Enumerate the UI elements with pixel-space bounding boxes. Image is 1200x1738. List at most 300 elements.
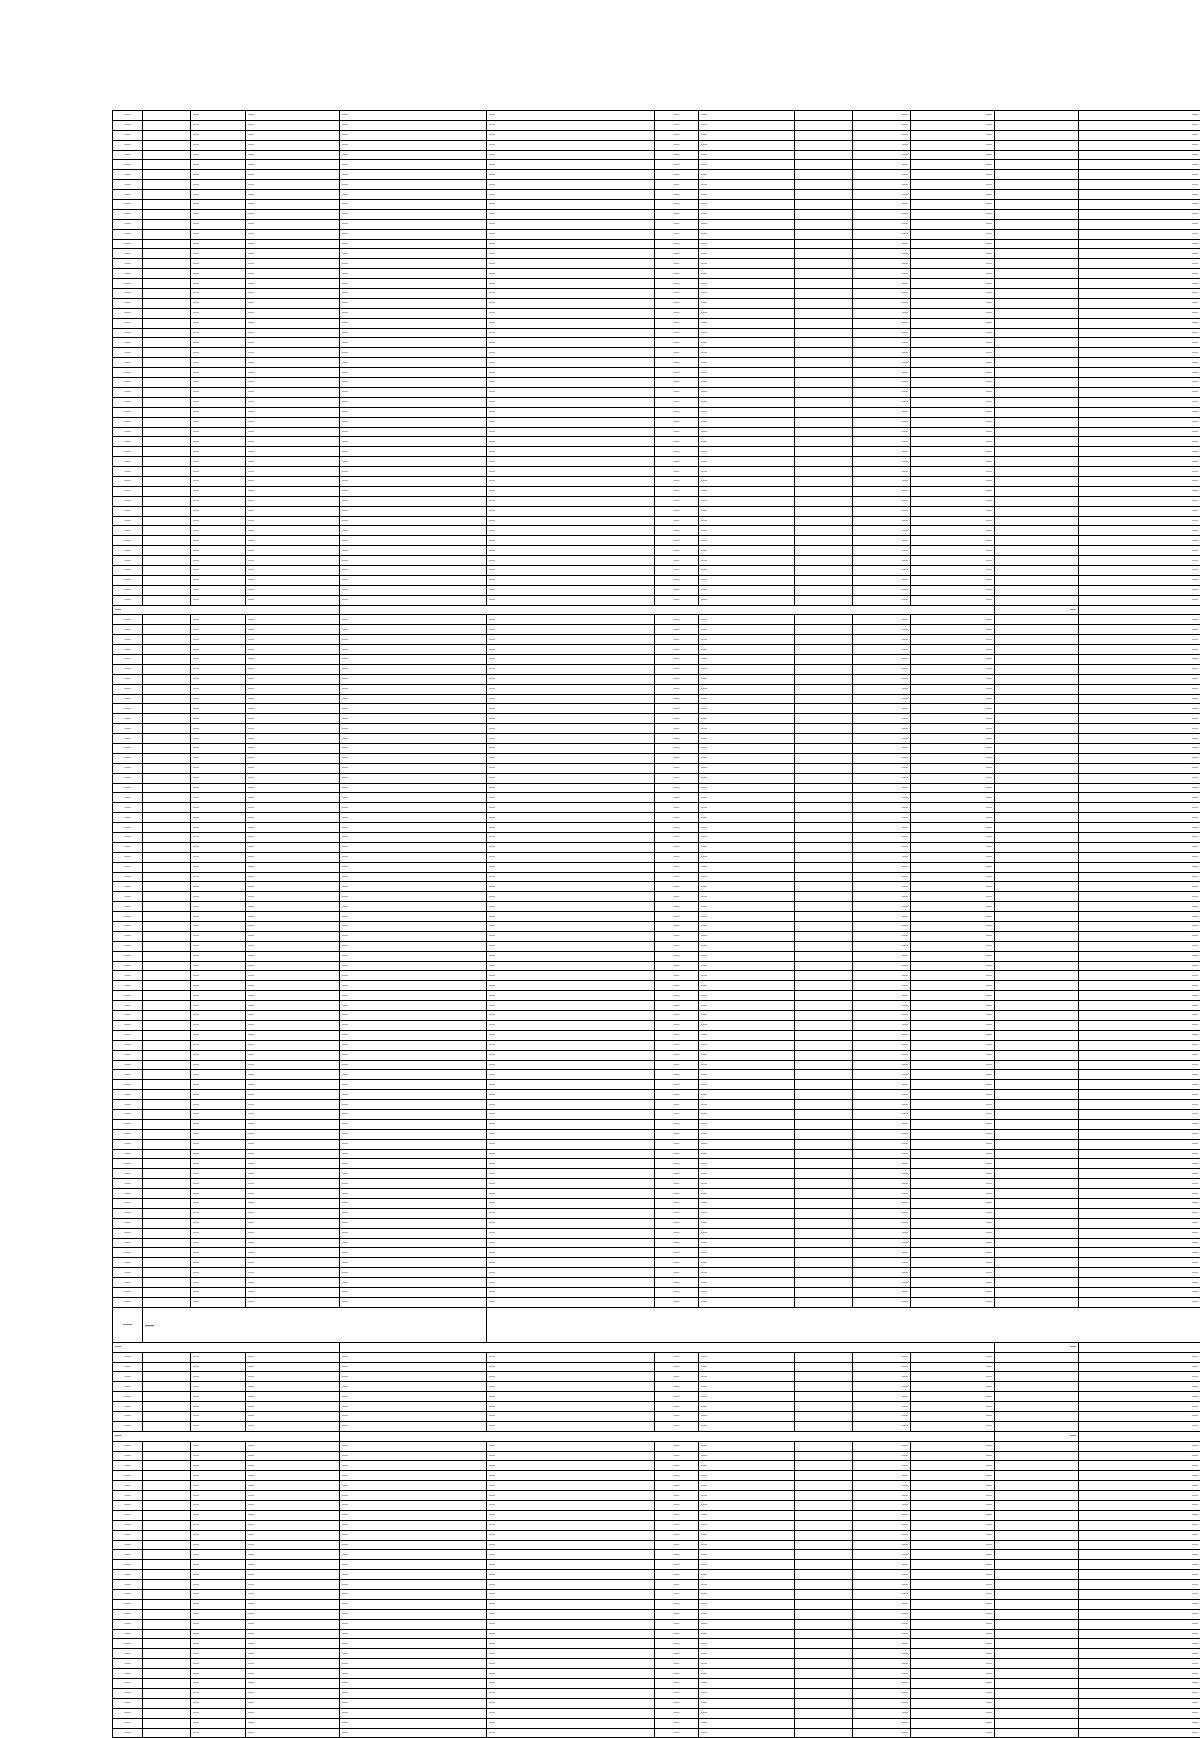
table-cell: — — [699, 1520, 795, 1530]
table-cell: — — [191, 348, 246, 358]
table-cell: — — [1079, 467, 1200, 477]
table-cell: — — [340, 852, 487, 862]
table-row — [113, 150, 1200, 160]
table-cell: — — [655, 1649, 699, 1659]
table-cell: — — [487, 1421, 655, 1431]
table-cell: — — [113, 971, 143, 981]
table-cell — [143, 506, 191, 516]
table-row — [113, 190, 1200, 200]
table-cell — [995, 1708, 1079, 1718]
table-cell: — — [191, 318, 246, 328]
table-cell — [995, 684, 1079, 694]
table-cell: — — [655, 1287, 699, 1297]
table-cell: — — [655, 912, 699, 922]
table-cell: — — [340, 1491, 487, 1501]
table-cell: — — [246, 1372, 340, 1382]
table-cell: — — [655, 506, 699, 516]
table-cell: — — [340, 1451, 487, 1461]
table-cell: — — [340, 763, 487, 773]
table-cell: — — [487, 1669, 655, 1679]
table-cell: — — [191, 1189, 246, 1199]
table-cell: — — [853, 1268, 911, 1278]
table-cell: — — [699, 289, 795, 299]
table-cell: — — [113, 1728, 143, 1738]
table-cell: — — [1079, 190, 1200, 200]
table-cell: — — [246, 387, 340, 397]
table-cell: — — [340, 417, 487, 427]
table-cell: — — [246, 1149, 340, 1159]
table-cell: — — [246, 1020, 340, 1030]
table-cell: — — [113, 931, 143, 941]
table-cell — [995, 556, 1079, 566]
table-cell — [143, 1080, 191, 1090]
table-cell: — — [911, 1372, 995, 1382]
table-cell: — — [113, 1011, 143, 1021]
table-cell: — — [699, 1590, 795, 1600]
table-cell: — — [1079, 417, 1200, 427]
table-cell: — — [191, 892, 246, 902]
table-cell — [795, 160, 853, 170]
table-cell — [795, 724, 853, 734]
table-cell: — — [1079, 397, 1200, 407]
settlements-table — [112, 110, 1200, 1738]
table-cell: — — [246, 694, 340, 704]
table-cell: — — [1079, 1030, 1200, 1040]
table-cell: — — [246, 684, 340, 694]
table-cell: — — [1079, 1728, 1200, 1738]
table-cell: — — [911, 1129, 995, 1139]
table-row — [113, 1550, 1200, 1560]
table-cell: — — [699, 684, 795, 694]
table-cell: — — [340, 645, 487, 655]
table-cell: — — [246, 111, 340, 121]
table-cell: — — [113, 1208, 143, 1218]
table-cell — [143, 476, 191, 486]
table-cell: — — [911, 842, 995, 852]
table-cell — [143, 833, 191, 843]
table-cell: — — [853, 526, 911, 536]
table-cell: — — [699, 140, 795, 150]
table-cell — [143, 664, 191, 674]
table-cell — [795, 437, 853, 447]
table-cell: — — [655, 882, 699, 892]
table-cell: — — [655, 803, 699, 813]
table-cell — [795, 1520, 853, 1530]
table-cell: — — [113, 506, 143, 516]
table-row — [113, 269, 1200, 279]
table-cell: — — [1079, 1550, 1200, 1560]
table-cell: — — [853, 1139, 911, 1149]
table-cell — [143, 1287, 191, 1297]
table-cell: — — [853, 1530, 911, 1540]
table-cell: — — [191, 1659, 246, 1669]
table-cell: — — [487, 190, 655, 200]
table-cell — [143, 1619, 191, 1629]
table-cell: — — [911, 961, 995, 971]
table-cell: — — [340, 111, 487, 121]
table-cell — [795, 328, 853, 338]
table-cell: — — [1079, 1198, 1200, 1208]
table-cell: — — [853, 308, 911, 318]
table-cell: — — [911, 1030, 995, 1040]
table-cell: — — [487, 625, 655, 635]
table-cell: — — [853, 338, 911, 348]
table-cell: — — [853, 1362, 911, 1372]
table-cell: — — [191, 674, 246, 684]
table-cell: — — [340, 447, 487, 457]
table-cell: — — [246, 882, 340, 892]
table-cell — [143, 437, 191, 447]
table-cell: — — [246, 654, 340, 664]
table-cell — [995, 961, 1079, 971]
table-cell: — — [191, 654, 246, 664]
table-cell — [143, 1550, 191, 1560]
table-cell — [995, 1629, 1079, 1639]
table-cell: — — [487, 318, 655, 328]
table-cell: — — [340, 971, 487, 981]
table-cell: — — [655, 654, 699, 664]
table-cell: — — [911, 674, 995, 684]
table-cell: — — [699, 1060, 795, 1070]
table-cell: — — [113, 1560, 143, 1570]
table-cell: — — [340, 358, 487, 368]
table-cell — [795, 635, 853, 645]
table-cell: — — [1079, 803, 1200, 813]
table-cell: — — [911, 1352, 995, 1362]
table-cell: — — [246, 1728, 340, 1738]
table-cell: — — [340, 1570, 487, 1580]
table-cell: — — [699, 803, 795, 813]
table-row — [113, 1570, 1200, 1580]
table-cell: — — [699, 595, 795, 605]
table-cell: — — [853, 1109, 911, 1119]
table-cell: — — [911, 1169, 995, 1179]
table-cell: — — [340, 1471, 487, 1481]
table-cell: — — [191, 209, 246, 219]
table-cell: — — [655, 1030, 699, 1040]
table-cell: — — [487, 565, 655, 575]
table-cell: — — [246, 753, 340, 763]
table-cell: — — [487, 140, 655, 150]
table-row — [113, 279, 1200, 289]
table-cell: — — [246, 595, 340, 605]
table-cell: — — [1079, 358, 1200, 368]
table-cell — [795, 1159, 853, 1169]
table-cell: — — [853, 279, 911, 289]
table-cell — [995, 1011, 1079, 1021]
table-row — [113, 1481, 1200, 1491]
table-cell: — — [853, 941, 911, 951]
table-cell: — — [911, 645, 995, 655]
table-cell: — — [113, 486, 143, 496]
table-cell: — — [911, 427, 995, 437]
table-cell: — — [246, 842, 340, 852]
table-cell: — — [853, 1481, 911, 1491]
table-cell: — — [911, 111, 995, 121]
table-cell: — — [1079, 447, 1200, 457]
table-cell: — — [1079, 1392, 1200, 1402]
table-cell — [995, 1090, 1079, 1100]
table-cell — [795, 1392, 853, 1402]
table-cell: — — [655, 1421, 699, 1431]
table-cell: — — [487, 664, 655, 674]
table-cell: — — [340, 170, 487, 180]
table-cell: — — [191, 1179, 246, 1189]
table-cell: — — [911, 546, 995, 556]
table-cell — [795, 734, 853, 744]
table-cell — [995, 1228, 1079, 1238]
table-cell: — — [1079, 427, 1200, 437]
table-cell — [995, 625, 1079, 635]
table-cell — [995, 1421, 1079, 1431]
table-cell — [995, 417, 1079, 427]
table-cell: — — [113, 1362, 143, 1372]
table-cell: — — [487, 694, 655, 704]
table-cell: — — [113, 833, 143, 843]
table-cell: — — [246, 1402, 340, 1412]
table-cell: — — [655, 1238, 699, 1248]
table-cell — [795, 1491, 853, 1501]
table-cell: — — [113, 625, 143, 635]
table-row — [113, 1609, 1200, 1619]
table-cell: — — [340, 872, 487, 882]
table-cell: — — [191, 111, 246, 121]
table-cell: — — [487, 1382, 655, 1392]
table-cell: — — [191, 467, 246, 477]
table-cell: — — [699, 1688, 795, 1698]
table-cell: — — [340, 318, 487, 328]
table-cell: — — [699, 625, 795, 635]
table-cell: — — [246, 763, 340, 773]
table-cell: — — [191, 1412, 246, 1422]
table-cell: — — [113, 1510, 143, 1520]
table-cell: — — [487, 1119, 655, 1129]
table-cell — [995, 734, 1079, 744]
table-cell: — — [246, 289, 340, 299]
table-cell: — — [853, 852, 911, 862]
table-cell: — — [487, 338, 655, 348]
table-cell: — — [655, 467, 699, 477]
table-cell: — — [191, 1060, 246, 1070]
table-cell: — — [1079, 872, 1200, 882]
table-cell: — — [1079, 1708, 1200, 1718]
table-cell: — — [487, 852, 655, 862]
table-cell: — — [191, 1362, 246, 1372]
table-cell: — — [911, 1669, 995, 1679]
table-row — [113, 1520, 1200, 1530]
table-cell: — — [853, 378, 911, 388]
table-cell: — — [113, 249, 143, 259]
table-cell: — — [853, 1372, 911, 1382]
table-cell: — — [246, 1040, 340, 1050]
table-row — [113, 941, 1200, 951]
table-cell: — — [1079, 941, 1200, 951]
table-cell: — — [699, 546, 795, 556]
table-cell: — — [853, 1550, 911, 1560]
table-cell: — — [487, 793, 655, 803]
table-cell: — — [699, 1510, 795, 1520]
table-cell: — — [191, 1540, 246, 1550]
table-row — [113, 1451, 1200, 1461]
table-row — [113, 1238, 1200, 1248]
table-cell: — — [699, 1129, 795, 1139]
table-row — [113, 1228, 1200, 1238]
table-cell — [143, 625, 191, 635]
table-row — [113, 1278, 1200, 1288]
table-cell: — — [655, 1402, 699, 1412]
table-cell: — — [1079, 902, 1200, 912]
table-cell: — — [655, 1688, 699, 1698]
table-cell: — — [699, 556, 795, 566]
table-cell — [795, 1550, 853, 1560]
table-cell: — — [911, 259, 995, 269]
table-cell: — — [487, 615, 655, 625]
table-cell: — — [191, 476, 246, 486]
table-cell: — — [911, 991, 995, 1001]
table-cell — [795, 1362, 853, 1372]
table-cell — [143, 190, 191, 200]
table-cell: — — [246, 1491, 340, 1501]
table-row — [113, 239, 1200, 249]
table-cell — [795, 140, 853, 150]
table-cell: — — [191, 130, 246, 140]
table-cell: — — [487, 111, 655, 121]
table-cell: — — [191, 407, 246, 417]
table-row — [113, 467, 1200, 477]
table-cell: — — [699, 852, 795, 862]
table-cell: — — [113, 1481, 143, 1491]
table-cell — [795, 506, 853, 516]
table-cell: — — [191, 1352, 246, 1362]
table-cell: — — [655, 476, 699, 486]
table-cell: — — [1079, 259, 1200, 269]
table-cell: — — [113, 348, 143, 358]
table-cell: — — [113, 1020, 143, 1030]
table-cell: — — [113, 1590, 143, 1600]
table-cell — [995, 338, 1079, 348]
table-cell: — — [487, 1530, 655, 1540]
table-cell: — — [487, 951, 655, 961]
table-cell: — — [113, 1392, 143, 1402]
table-cell — [143, 1698, 191, 1708]
table-cell: — — [699, 1218, 795, 1228]
table-cell: — — [911, 902, 995, 912]
table-cell — [795, 318, 853, 328]
table-cell: — — [246, 1238, 340, 1248]
table-cell: — — [113, 239, 143, 249]
table-cell — [795, 704, 853, 714]
table-cell: — — [911, 1149, 995, 1159]
table-cell: — — [1079, 704, 1200, 714]
table-row — [113, 1491, 1200, 1501]
table-cell: — — [911, 1402, 995, 1412]
table-cell — [995, 546, 1079, 556]
table-cell — [995, 1179, 1079, 1189]
table-cell: — — [340, 1248, 487, 1258]
table-cell: — — [340, 842, 487, 852]
table-cell: — — [699, 951, 795, 961]
table-cell: — — [1079, 1278, 1200, 1288]
table-cell — [143, 1580, 191, 1590]
table-cell: — — [853, 1629, 911, 1639]
table-cell: — — [113, 209, 143, 219]
table-cell: — — [853, 704, 911, 714]
table-cell: — — [340, 437, 487, 447]
table-cell: — — [853, 1392, 911, 1402]
table-cell: — — [1079, 407, 1200, 417]
table-cell: — — [487, 1501, 655, 1511]
table-cell: — — [1079, 1179, 1200, 1189]
table-cell: — — [487, 744, 655, 754]
table-cell: — — [113, 140, 143, 150]
table-cell: — — [487, 1698, 655, 1708]
table-cell: — — [699, 704, 795, 714]
table-cell: — — [1079, 1599, 1200, 1609]
table-cell — [143, 457, 191, 467]
table-cell: — — [246, 575, 340, 585]
table-cell — [995, 229, 1079, 239]
table-cell: — — [113, 1040, 143, 1050]
table-cell — [795, 1198, 853, 1208]
table-cell: — — [1079, 1580, 1200, 1590]
table-cell: — — [911, 387, 995, 397]
table-cell: — — [246, 1030, 340, 1040]
table-cell — [995, 714, 1079, 724]
table-cell: — — [191, 744, 246, 754]
table-row — [113, 842, 1200, 852]
table-cell: — — [191, 635, 246, 645]
table-cell: — — [699, 714, 795, 724]
table-cell — [143, 1352, 191, 1362]
table-cell: — — [113, 1268, 143, 1278]
table-cell: — — [699, 338, 795, 348]
table-cell: — — [699, 1119, 795, 1129]
table-cell: — — [853, 1728, 911, 1738]
table-cell: — — [699, 1278, 795, 1288]
table-cell: — — [113, 1649, 143, 1659]
table-cell: — — [340, 684, 487, 694]
table-cell: — — [340, 991, 487, 1001]
table-cell: — — [655, 279, 699, 289]
table-cell: — — [246, 1649, 340, 1659]
table-cell — [995, 1060, 1079, 1070]
table-cell: — — [699, 279, 795, 289]
table-cell — [795, 1129, 853, 1139]
table-cell: — — [853, 565, 911, 575]
table-cell: — — [699, 1679, 795, 1689]
table-cell: — — [191, 833, 246, 843]
table-cell: — — [911, 931, 995, 941]
table-cell: — — [487, 654, 655, 664]
table-cell — [143, 1540, 191, 1550]
table-cell: — — [911, 694, 995, 704]
table-cell: — — [853, 1659, 911, 1669]
table-cell: — — [995, 1431, 1079, 1441]
table-cell: — — [113, 803, 143, 813]
table-cell: — — [911, 1119, 995, 1129]
table-cell: — — [699, 1599, 795, 1609]
table-cell — [143, 645, 191, 655]
table-cell — [995, 1550, 1079, 1560]
table-cell: — — [699, 645, 795, 655]
table-cell: — — [487, 298, 655, 308]
table-cell: — — [853, 1218, 911, 1228]
table-cell — [995, 1020, 1079, 1030]
table-cell: — — [246, 823, 340, 833]
table-cell — [143, 1372, 191, 1382]
table-cell: — — [246, 496, 340, 506]
table-cell: — — [853, 793, 911, 803]
